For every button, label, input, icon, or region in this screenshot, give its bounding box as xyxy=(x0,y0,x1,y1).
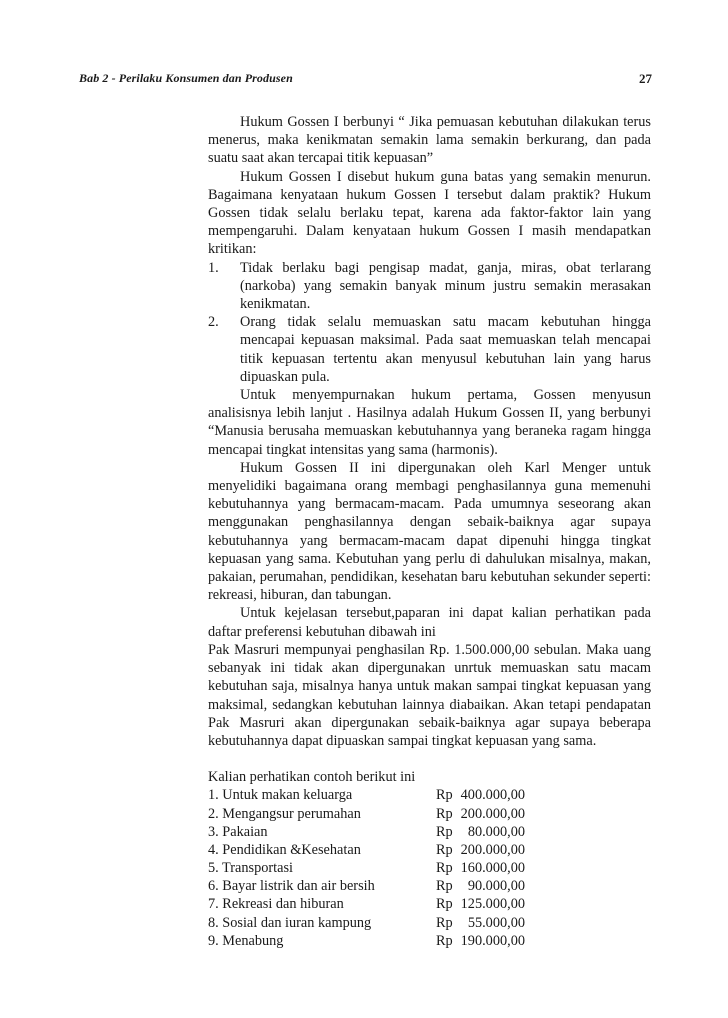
expense-label: 5. Transportasi xyxy=(208,860,293,877)
expense-list xyxy=(208,786,651,950)
expense-amount: 160.000,00 xyxy=(460,860,525,877)
expense-currency: Rp xyxy=(436,914,453,931)
expense-amount: 125.000,00 xyxy=(460,896,525,913)
list-text: Orang tidak selalu memuaskan satu macam kebutuhan hingga mencapai kepuasan maksimal. Pada saat memuaskan telah mencapai titik kepuasan tertentu akan menyusul kebutuhan lain yang harus dipuaskan pula. xyxy=(240,314,651,385)
expense-currency: Rp xyxy=(436,805,453,822)
expense-label: 1. Untuk makan keluarga xyxy=(208,787,353,804)
expense-currency: Rp xyxy=(436,823,453,840)
paragraph-gossen-law-1: Hukum Gossen I berbunyi “ Jika pemuasan kebutuhan dilakukan terus menerus, maka kenikmatan semakin lama semakin berkurang, dan pada suatu saat akan tercapai titik kepuasan” xyxy=(208,114,651,167)
expense-amount: 190.000,00 xyxy=(460,932,525,949)
expense-label: 2. Mengangsur perumahan xyxy=(208,805,361,822)
expense-label: 4. Pendidikan &Kesehatan xyxy=(208,841,361,858)
expense-row xyxy=(208,859,651,877)
expense-label: 9. Menabung xyxy=(208,932,284,949)
list-text: Tidak berlaku bagi pengisap madat, ganja, miras, obat terlarang (narkoba) yang semakin banyak minum justru semakin merasakan kenikmatan. xyxy=(240,259,651,313)
expense-currency: Rp xyxy=(436,878,453,895)
expense-currency: Rp xyxy=(436,932,453,949)
critique-list xyxy=(208,259,651,386)
expense-label: 8. Sosial dan iuran kampung xyxy=(208,914,372,931)
expense-row xyxy=(208,786,651,804)
chapter-title: Bab 2 - Perilaku Konsumen dan Produsen xyxy=(79,71,293,85)
spacer xyxy=(208,750,651,768)
expense-currency: Rp xyxy=(436,896,453,913)
expense-amount: 80.000,00 xyxy=(467,823,525,840)
expense-amount: 55.000,00 xyxy=(467,914,525,931)
expense-row xyxy=(208,877,651,895)
list-number: 1. xyxy=(208,259,219,276)
expense-row xyxy=(208,823,651,841)
paragraph-pak-masruri: Pak Masruri mempunyai penghasilan Rp. 1.500.000,00 sebulan. Maka uang sebanyak ini tidak akan dipergunakan unrtuk memuaskan satu macam kebutuhan saja, misalnya hanya untuk makan sampai tingkat kepuasan yang maksimal, sedangkan kebutuhan lainnya diabaikan. Akan tetapi pendapatan Pak Masruri akan dipergunakan sebaik-baiknya agar supaya beberapa kebutuhannya dapat dipuaskan sampai tingkat kepuasan yang sama. xyxy=(208,641,651,749)
expense-row xyxy=(208,895,651,913)
expense-amount: 200.000,00 xyxy=(460,841,525,858)
expense-label: 6. Bayar listrik dan air bersih xyxy=(208,878,375,895)
page-number: 27 xyxy=(639,71,652,86)
expense-currency: Rp xyxy=(436,860,453,877)
running-header xyxy=(79,71,652,89)
expense-label: 3. Pakaian xyxy=(208,823,268,840)
expense-currency: Rp xyxy=(436,841,453,858)
paragraph-karl-menger: Hukum Gossen II ini dipergunakan oleh Karl Menger untuk menyelidiki bagaimana orang membagi penghasilannya guna memenuhi kebutuhannya yang bermacam-macam. Pada umumnya seseorang akan menggunakan penghasilannya dengan sebaik-baiknya agar supaya kebutuhannya yang bermacam-macam dapat dipenuhi hingga tingkat kepuasan yang sama. Kebutuhan yang perlu di dahulukan misalnya, makan, pakaian, perumahan, pendidikan, kesehatan baru kebutuhan sekunder seperti: rekreasi, hiburan, dan tabungan. xyxy=(208,459,651,604)
expense-currency: Rp xyxy=(436,787,453,804)
paragraph-gossen-law-2: Untuk menyempurnakan hukum pertama, Gossen menyusun analisisnya lebih lanjut . Hasilnya adalah Hukum Gossen II, yang berbunyi “Manusia berusaha memuaskan kebutuhannya yang beraneka ragam hingga mencapai tingkat intensitas yang sama (harmonis). xyxy=(208,387,651,458)
expense-row xyxy=(208,841,651,859)
expense-amount: 90.000,00 xyxy=(467,878,525,895)
paragraph-marginal-utility: Hukum Gossen I disebut hukum guna batas yang semakin menurun. Bagaimana kenyataan hukum Gossen I tersebut dalam praktik? Hukum Gossen tidak selalu berlaku tepat, karena ada faktor-faktor lain yang mempengaruhi. Dalam kenyataan hukum Gossen I masih mendapatkan kritikan: xyxy=(208,168,651,258)
paragraph-preference-intro: Untuk kejelasan tersebut,paparan ini dapat kalian perhatikan pada daftar preferensi kebutuhan dibawah ini xyxy=(208,605,651,640)
expense-intro: Kalian perhatikan contoh berikut ini xyxy=(208,769,416,786)
expense-amount: 400.000,00 xyxy=(460,787,525,804)
list-item xyxy=(208,259,651,314)
list-item xyxy=(208,313,651,386)
list-number: 2. xyxy=(208,314,219,331)
expense-row xyxy=(208,932,651,950)
expense-amount: 200.000,00 xyxy=(460,805,525,822)
expense-label: 7. Rekreasi dan hiburan xyxy=(208,896,344,913)
expense-row xyxy=(208,805,651,823)
page-body xyxy=(208,113,651,950)
expense-row xyxy=(208,914,651,932)
